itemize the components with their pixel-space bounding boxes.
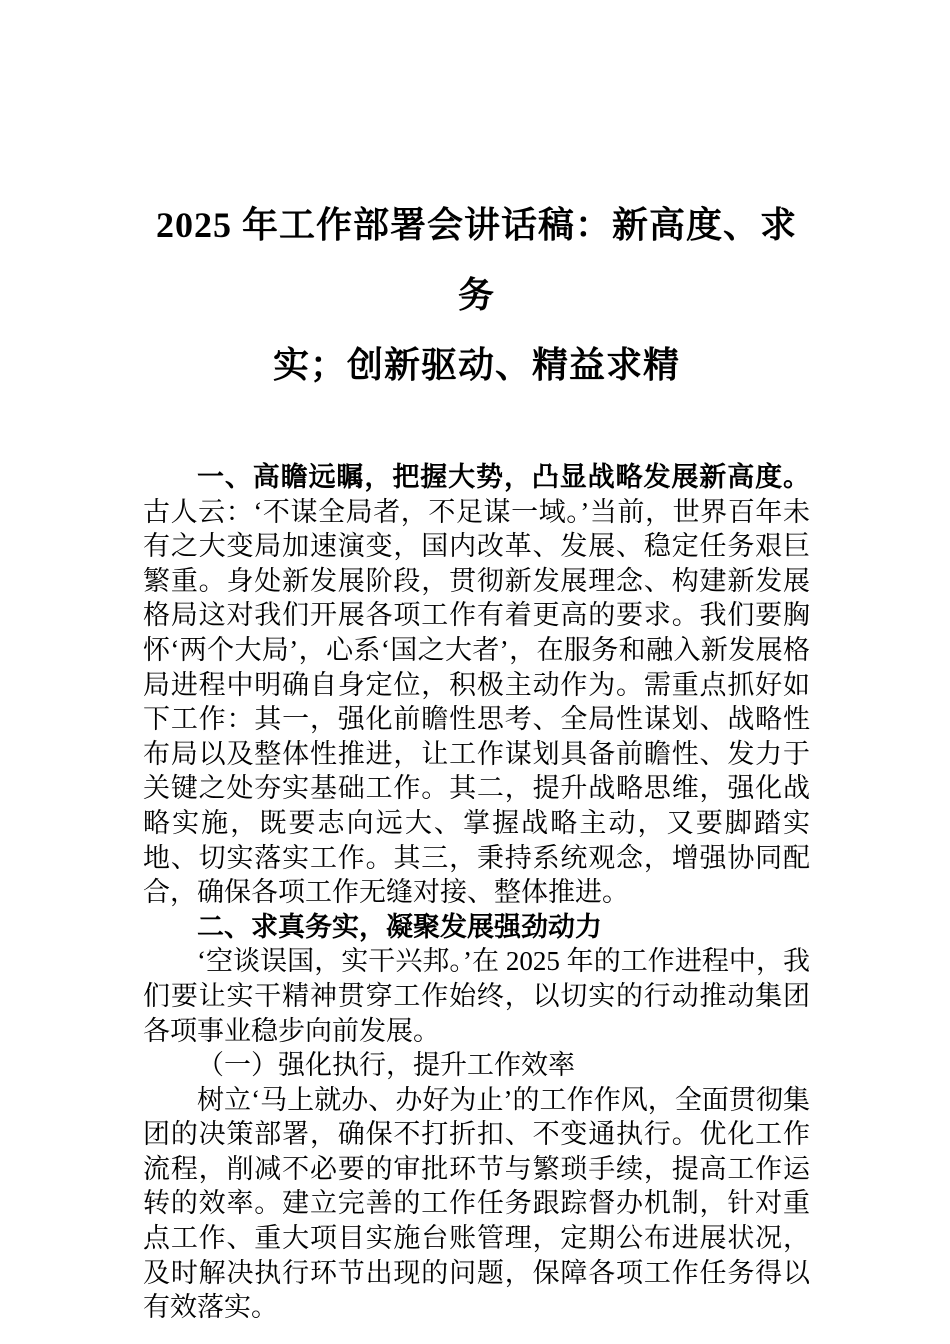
sub-heading-1-body-text: 树立‘马上就办、办好为止’的工作作风，全面贯彻集团的决策部署，确保不打折扣、不变通执行。优化工作流程，削减不必要的审批环节与繁琐手续，提高工作运转的效率。建立完善的工作任务跟踪督办机制，针对重点工作、重大项目实施台账管理，定期公布进展状况，及时解决执行环节出现的问题，保障各项工作任务得以有效落实。 [143, 1084, 810, 1323]
section-2-heading: 二、求真务实，凝聚发展强劲动力 [197, 911, 602, 942]
document-title [143, 190, 810, 400]
sub-heading-1: （一）强化执行，提升工作效率 [197, 1050, 575, 1081]
document-title-line-2: 实；创新驱动、精益求精 [272, 345, 680, 385]
section-1-heading-inline: 一、高瞻远瞩，把握大势，凸显战略发展新高度。 [197, 462, 810, 492]
document-body [143, 460, 810, 1325]
paragraph-section-1 [143, 460, 810, 910]
document-title-line-1: 2025 年工作部署会讲话稿：新高度、求务 [155, 205, 797, 315]
section-1-body-text: 古人云：‘不谋全局者，不足谋一域。’当前，世界百年未有之大变局加速演变，国内改革、发展、稳定任务艰巨繁重。身处新发展阶段，贯彻新发展理念、构建新发展格局这对我们开展各项工作有着更高的要求。我们要胸怀‘两个大局’，心系‘国之大者’，在服务和融入新发展格局进程中明确自身定位，积极主动作为。需重点抓好如下工作：其一，强化前瞻性思考、全局性谋划、战略性布局以及整体性推进，让工作谋划具备前瞻性、发力于关键之处夯实基础工作。其二，提升战略思维，强化战略实施，既要志向远大、掌握战略主动，又要脚踏实地、切实落实工作。其三，秉持系统观念，增强协同配合，确保各项工作无缝对接、整体推进。 [143, 496, 810, 908]
section-2-body-text: ‘空谈误国，实干兴邦。’在 2025 年的工作进程中，我们要让实干精神贯穿工作始终，以切实的行动推动集团各项事业稳步向前发展。 [143, 946, 810, 1046]
